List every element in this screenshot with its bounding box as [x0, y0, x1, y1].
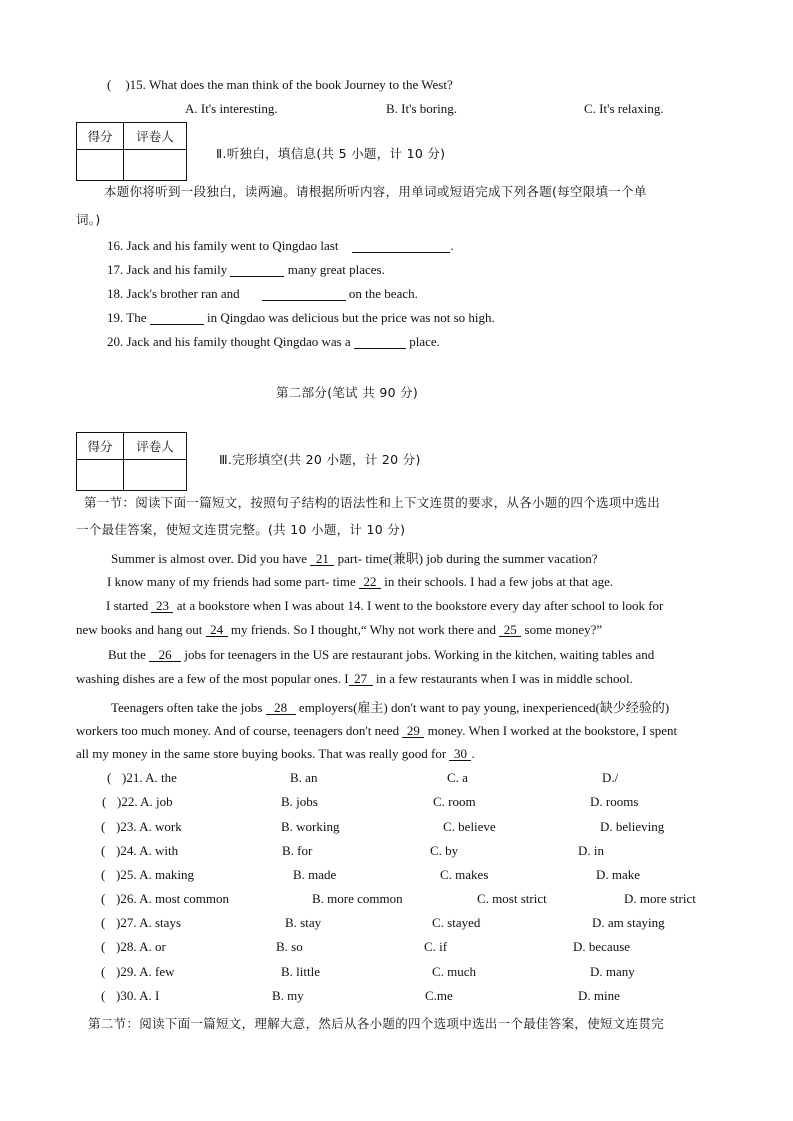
blank-24[interactable]: 24 — [206, 623, 228, 637]
score-cell — [77, 460, 124, 491]
section-3-sub2-line1: 第二节：阅读下面一篇短文，理解大意，然后从各小题的四个选项中选出一个最佳答案，使短文连贯完 — [88, 1016, 665, 1031]
score-header: 得分 — [77, 433, 124, 460]
score-box — [76, 432, 187, 491]
option-d-26[interactable]: D. more strict — [624, 891, 696, 906]
section-3-title: Ⅲ.完形填空(共 20 小题，计 20 分) — [219, 452, 421, 467]
score-box — [76, 122, 187, 181]
passage-line: I started 23 at a bookstore when I was about 14. I went to the bookstore every day after school to look for — [106, 598, 664, 613]
item-19-end: in Qingdao was delicious but the price was not so high. — [206, 310, 495, 325]
blank-21[interactable]: 21 — [310, 552, 334, 566]
section-3-sub1-line1: 第一节：阅读下面一篇短文，按照句子结构的语法性和上下文连贯的要求，从各小题的四个选项中选出 — [84, 495, 661, 510]
item-17 — [107, 262, 385, 278]
item-17-end: many great places. — [287, 262, 385, 277]
answer-paren-30[interactable]: ( — [101, 988, 106, 1003]
answer-paren-23[interactable]: ( — [101, 819, 106, 834]
blank-28[interactable]: 28 — [266, 701, 296, 715]
option-c-25[interactable]: C. makes — [440, 867, 489, 882]
option-d-24[interactable]: D. in — [578, 843, 604, 858]
option-b-23[interactable]: B. working — [281, 819, 340, 834]
option-b-21[interactable]: B. an — [290, 770, 318, 785]
blank-27[interactable]: 27 — [349, 672, 373, 686]
answer-paren: ( — [107, 77, 112, 92]
item-20 — [107, 334, 440, 350]
answer-paren-29[interactable]: ( — [101, 964, 106, 979]
answer-paren-26[interactable]: ( — [101, 891, 106, 906]
option-d-21[interactable]: D./ — [602, 770, 619, 785]
section-3-sub1-line2: 一个最佳答案，使短文连贯完整。(共 10 小题，计 10 分) — [76, 522, 406, 537]
option-d-29[interactable]: D. many — [590, 964, 635, 979]
option-a-21[interactable]: )21. A. the — [122, 770, 177, 785]
answer-paren-22[interactable]: ( — [102, 794, 107, 809]
section-2-title: Ⅱ.听独白，填信息(共 5 小题，计 10 分) — [216, 146, 446, 161]
section-2-instruction-line1: 本题你将听到一段独白，读两遍。请根据所听内容，用单词或短语完成下列各题(每空限填一个单 — [104, 184, 647, 199]
option-c-29[interactable]: C. much — [432, 964, 477, 979]
part-2-title: 第二部分(笔试 共 90 分) — [276, 385, 419, 400]
item-20-text: 20. Jack and his family thought Qingdao was a — [107, 334, 351, 349]
option-b-25[interactable]: B. made — [293, 867, 337, 882]
blank-30[interactable]: 30 — [449, 747, 471, 761]
item-20-end: place. — [409, 334, 440, 349]
item-16 — [107, 238, 454, 254]
q15-option-c: C. It's relaxing. — [584, 101, 664, 116]
option-b-22[interactable]: B. jobs — [281, 794, 318, 809]
option-d-28[interactable]: D. because — [573, 939, 631, 954]
grader-cell — [124, 150, 187, 181]
grader-header: 评卷人 — [124, 433, 187, 460]
option-a-24[interactable]: )24. A. with — [116, 843, 179, 858]
option-c-23[interactable]: C. believe — [443, 819, 496, 834]
item-16-end: . — [450, 238, 454, 253]
q15-option-a: A. It's interesting. — [185, 101, 278, 116]
blank-20[interactable] — [354, 335, 406, 349]
blank-22[interactable]: 22 — [359, 575, 381, 589]
option-d-23[interactable]: D. believing — [600, 819, 665, 834]
option-a-26[interactable]: )26. A. most common — [116, 891, 230, 906]
answer-paren-27[interactable]: ( — [101, 915, 106, 930]
option-c-24[interactable]: C. by — [430, 843, 459, 858]
item-18-text: 18. Jack's brother ran and — [107, 286, 240, 301]
question-15-text: )15. What does the man think of the book Journey to the West? — [125, 77, 453, 92]
passage-line: Teenagers often take the jobs 28 employers(雇主) don't want to pay young, inexperienced(缺少经验的) — [111, 700, 670, 715]
score-cell — [77, 150, 124, 181]
blank-18[interactable] — [262, 287, 346, 301]
option-b-28[interactable]: B. so — [276, 939, 303, 954]
option-c-26[interactable]: C. most strict — [477, 891, 547, 906]
passage-line: I know many of my friends had some part- time 22 in their schools. I had a few jobs at that age. — [107, 574, 614, 589]
answer-paren-25[interactable]: ( — [101, 867, 106, 882]
blank-29[interactable]: 29 — [402, 724, 424, 738]
option-a-25[interactable]: )25. A. making — [116, 867, 194, 882]
option-c-27[interactable]: C. stayed — [432, 915, 481, 930]
option-b-24[interactable]: B. for — [282, 843, 313, 858]
option-c-28[interactable]: C. if — [424, 939, 448, 954]
passage-line: workers too much money. And of course, teenagers don't need 29 money. When I worked at the bookstore, I spent — [76, 723, 678, 738]
option-b-29[interactable]: B. little — [281, 964, 320, 979]
option-a-27[interactable]: )27. A. stays — [116, 915, 181, 930]
grader-header: 评卷人 — [124, 123, 187, 150]
option-c-21[interactable]: C. a — [447, 770, 468, 785]
answer-paren-21[interactable]: ( — [107, 770, 112, 785]
passage-line: new books and hang out 24 my friends. So I thought,“ Why not work there and 25 some money?” — [76, 622, 603, 637]
section-2-instruction-line2: 词。) — [76, 212, 101, 227]
option-c-22[interactable]: C. room — [433, 794, 476, 809]
score-header: 得分 — [77, 123, 124, 150]
question-15 — [107, 77, 453, 93]
option-a-30[interactable]: )30. A. I — [116, 988, 160, 1003]
option-a-23[interactable]: )23. A. work — [116, 819, 182, 834]
passage-line: washing dishes are a few of the most popular ones. I 27 in a few restaurants when I was in middle school. — [76, 671, 633, 686]
blank-17[interactable] — [230, 263, 284, 277]
blank-16[interactable] — [352, 239, 450, 253]
option-d-25[interactable]: D. make — [596, 867, 641, 882]
option-d-22[interactable]: D. rooms — [590, 794, 639, 809]
item-16-text: 16. Jack and his family went to Qingdao last — [107, 238, 339, 253]
option-b-30[interactable]: B. my — [272, 988, 304, 1003]
answer-paren-24[interactable]: ( — [101, 843, 106, 858]
item-19 — [107, 310, 495, 326]
answer-paren-28[interactable]: ( — [101, 939, 106, 954]
option-a-22[interactable]: )22. A. job — [117, 794, 173, 809]
option-b-26[interactable]: B. more common — [312, 891, 403, 906]
grader-cell — [124, 460, 187, 491]
option-d-27[interactable]: D. am staying — [592, 915, 665, 930]
item-17-text: 17. Jack and his family — [107, 262, 228, 277]
passage-line: But the 26 jobs for teenagers in the US are restaurant jobs. Working in the kitchen, waiting tables and — [108, 647, 655, 662]
option-d-30[interactable]: D. mine — [578, 988, 620, 1003]
passage-line: all my money in the same store buying books. That was really good for 30 . — [76, 746, 475, 761]
blank-19[interactable] — [150, 311, 204, 325]
blank-26[interactable]: 26 — [149, 648, 181, 662]
option-a-28[interactable]: )28. A. or — [116, 939, 166, 954]
blank-25[interactable]: 25 — [499, 623, 521, 637]
item-19-text: 19. The — [107, 310, 147, 325]
passage-line: Summer is almost over. Did you have 21 part- time(兼职) job during the summer vacation? — [111, 551, 598, 566]
option-a-29[interactable]: )29. A. few — [116, 964, 175, 979]
q15-option-b: B. It's boring. — [386, 101, 457, 116]
option-c-30[interactable]: C.me — [425, 988, 453, 1003]
option-b-27[interactable]: B. stay — [285, 915, 322, 930]
item-18-end: on the beach. — [348, 286, 418, 301]
item-18 — [107, 286, 418, 302]
blank-23[interactable]: 23 — [151, 599, 173, 613]
